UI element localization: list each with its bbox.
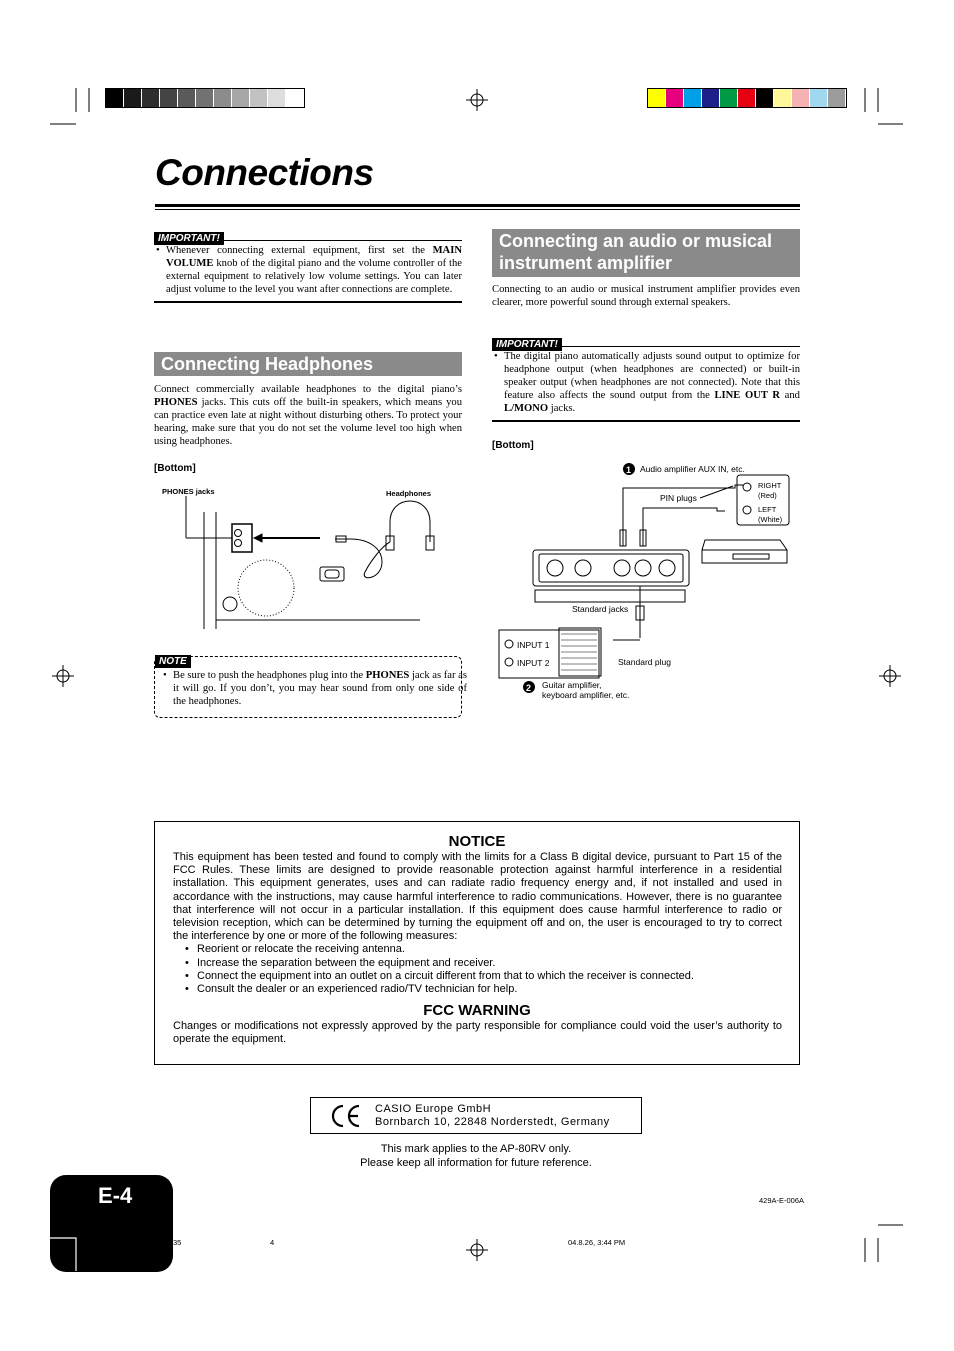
input2-label: INPUT 2 xyxy=(517,658,550,668)
gray-swatch-4 xyxy=(178,89,196,107)
important-box-left xyxy=(154,228,462,303)
right-label: RIGHT xyxy=(758,481,782,490)
slug-mid: 4 xyxy=(270,1238,275,1247)
gray-swatch-3 xyxy=(160,89,178,107)
pin-plugs-label: PIN plugs xyxy=(660,493,697,503)
fcc-warning-text: Changes or modifications not expressly approved by the party responsible for compliance could void the user’s authority to operate the equipment. xyxy=(173,1020,782,1046)
notice-measure-item: • Increase the separation between the equipment and receiver. xyxy=(185,957,782,970)
color-swatch-4 xyxy=(720,89,738,107)
color-swatch-1 xyxy=(666,89,684,107)
gray-swatch-2 xyxy=(142,89,160,107)
color-swatch-2 xyxy=(684,89,702,107)
headphones-text: Connect commercially available headphones to the digital piano’s PHONES jacks. This cuts off the built-in speakers, which means you can practice even late at night without disturbing others. To protect your hearing, make sure that you do not set the volume level too high when using headphones. xyxy=(154,384,462,447)
color-swatch-9 xyxy=(810,89,828,107)
audio-amp-label: Audio amplifier AUX IN, etc. xyxy=(640,464,745,474)
important-box-right xyxy=(492,334,800,422)
page-number-tab xyxy=(50,1175,173,1272)
important-text-right: • The digital piano automatically adjusts sound output to optimize for headphone output (when headphones are connected) or built-in speaker output (when headphones are not connected). Note that this feature also affects the sound output from the LINE OUT R and L/MONO jacks. xyxy=(492,350,800,415)
important-tag: IMPORTANT! xyxy=(154,232,224,245)
gray-swatch-1 xyxy=(124,89,142,107)
slug-left: 35 xyxy=(173,1238,182,1247)
left-channel-label xyxy=(758,505,782,525)
important-tag-right: IMPORTANT! xyxy=(492,338,562,351)
left-label: LEFT xyxy=(758,505,777,514)
notice-measure-item: • Reorient or relocate the receiving antenna. xyxy=(185,943,782,956)
note-box xyxy=(154,656,467,718)
registration-mark-top xyxy=(466,89,488,111)
registration-mark-bottom xyxy=(466,1239,488,1261)
gray-color-bar xyxy=(105,88,305,108)
page-title: Connections xyxy=(155,152,374,193)
fcc-notice-box xyxy=(154,821,800,1065)
bottom-label-left: [Bottom] xyxy=(154,463,196,474)
note-tag: NOTE xyxy=(155,655,191,668)
headphones-diagram-art xyxy=(160,484,460,634)
notice-measure-item: • Consult the dealer or an experienced radio/TV technician for help. xyxy=(185,983,782,996)
headphones-heading: Connecting Headphones xyxy=(154,352,462,376)
ce-mark-icon xyxy=(329,1104,363,1128)
input1-label: INPUT 1 xyxy=(517,640,550,650)
color-swatch-6 xyxy=(756,89,774,107)
standard-jacks-label: Standard jacks xyxy=(572,604,629,614)
gray-swatch-0 xyxy=(106,89,124,107)
notice-title: NOTICE xyxy=(448,833,506,850)
doc-code: 429A-E-006A xyxy=(759,1196,805,1205)
color-swatch-8 xyxy=(792,89,810,107)
slug-right: 04.8.26, 3:44 PM xyxy=(568,1238,626,1247)
gray-swatch-7 xyxy=(232,89,250,107)
gray-swatch-5 xyxy=(196,89,214,107)
right-channel-label xyxy=(758,481,781,501)
headphones-label: Headphones xyxy=(386,489,432,498)
ce-company: CASIO Europe GmbH xyxy=(375,1103,492,1115)
registration-mark-left xyxy=(52,665,74,687)
color-swatch-10 xyxy=(828,89,846,107)
left-sub: (White) xyxy=(758,515,783,524)
title-rule-thin xyxy=(155,209,800,210)
ce-note-2: Please keep all information for future reference. xyxy=(360,1157,592,1169)
important-text: • Whenever connecting external equipment, first set the MAIN VOLUME knob of the digital piano and the volume controller of the external equipment to relatively low volume settings. You can later adjust volume to the level you want after connections are complete. xyxy=(154,244,462,296)
notice-measure-item: • Connect the equipment into an outlet on a circuit different from that to which the receiver is connected. xyxy=(185,970,782,983)
gray-swatch-8 xyxy=(250,89,268,107)
guitar-amp-label xyxy=(542,680,629,700)
registration-mark-right xyxy=(879,665,901,687)
notice-text: This equipment has been tested and found to comply with the limits for a Class B digital device, pursuant to Part 15 of the FCC Rules. These limits are designed to provide reasonable protection against harmful interference in a residential installation. This equipment generates, uses and can radiate radio frequency energy and, if not installed and used in accordance with the instructions, may cause harmful interference to radio communications. However, there is no guarantee that interference will not occur in a particular installation. If this equipment does cause harmful interference to radio or television reception, which can be determined by turning the equipment off and on, the user is encouraged to try to correct the interference by one or more of the following measures: xyxy=(173,851,782,943)
amp-heading: Connecting an audio or musical instrument amplifier xyxy=(492,229,800,277)
color-swatch-7 xyxy=(774,89,792,107)
tab-crop-mark xyxy=(50,1237,78,1271)
ce-address: Bornbarch 10, 22848 Norderstedt, Germany xyxy=(375,1116,610,1128)
process-color-bar xyxy=(647,88,847,108)
standard-plug-label: Standard plug xyxy=(618,657,671,667)
phones-jacks-label: PHONES jacks xyxy=(162,487,215,496)
ce-note-1: This mark applies to the AP-80RV only. xyxy=(380,1143,572,1155)
page-number: E-4 xyxy=(98,1183,133,1208)
ce-box xyxy=(310,1097,642,1134)
notice-measures xyxy=(185,943,782,996)
amp-text: Connecting to an audio or musical instrument amplifier provides even clearer, more powerful sound through external speakers. xyxy=(492,284,800,308)
amplifier-diagram xyxy=(495,458,800,703)
headphones-diagram xyxy=(160,484,460,634)
title-rule xyxy=(155,204,800,207)
color-swatch-0 xyxy=(648,89,666,107)
color-swatch-5 xyxy=(738,89,756,107)
bottom-label-right: [Bottom] xyxy=(492,440,534,451)
guitar-amp-label-1: Guitar amplifier, xyxy=(542,680,602,690)
color-swatch-3 xyxy=(702,89,720,107)
fcc-warning-title: FCC WARNING xyxy=(423,1002,531,1020)
marker-2: 2 xyxy=(526,683,532,693)
gray-swatch-6 xyxy=(214,89,232,107)
note-text: • Be sure to push the headphones plug into the PHONES jack as far as it will go. If you don’t, you may hear sound from only one side of the headphones. xyxy=(161,669,467,708)
guitar-amp-label-2: keyboard amplifier, etc. xyxy=(542,690,630,700)
gray-swatch-9 xyxy=(268,89,286,107)
right-sub: (Red) xyxy=(758,491,777,500)
gray-swatch-10 xyxy=(286,89,304,107)
marker-1: 1 xyxy=(626,465,632,475)
